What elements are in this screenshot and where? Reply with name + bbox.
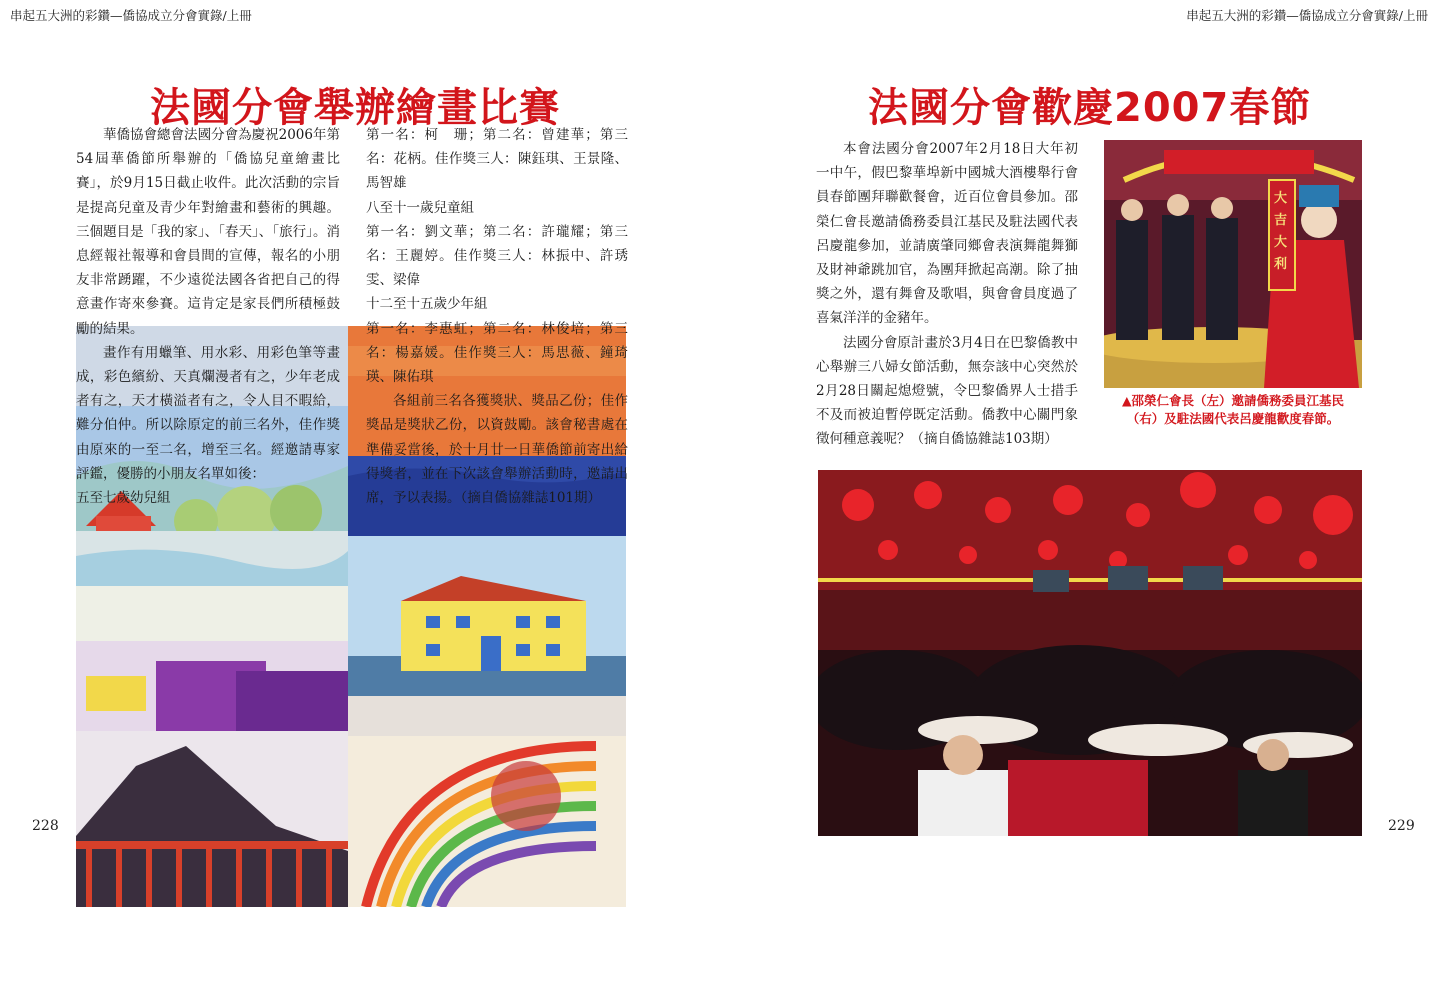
left-page-column-1	[76, 123, 340, 510]
left-page-title: 法國分會舉辦繪畫比賽	[150, 85, 560, 131]
judging-paragraph: 畫作有用蠟筆、用水彩、用彩色筆等畫成，彩色繽紛、天真爛漫者有之，少年老成者有之，天才橫溢者有之，令人目不暇給，難分伯仲。所以除原定的前三名外，佳作獎由原來的一至二名，增至三名。經邀請專家評鑑，優勝的小朋友名單如後：	[76, 344, 340, 482]
right-page-title: 法國分會歡慶2007春節	[868, 85, 1312, 131]
right-page-number: 229	[1388, 818, 1415, 834]
group-heading-ages-5-7: 五至七歲幼兒組	[76, 490, 171, 507]
winners-ages-8-11: 第一名：劉文華；第二名：許瓏耀；第三名：王麗婷。佳作獎三人：林振中、許琇雯、梁偉	[366, 223, 628, 289]
winners-ages-5-7: 第一名：柯 珊；第二名：曾建華；第三名：花柄。佳作獎三人：陳鈺琪、王景隆、馬智雄	[366, 127, 628, 192]
group-heading-ages-8-11: 八至十一歲兒童組	[366, 199, 474, 216]
banquet-hall-photo	[818, 470, 1362, 836]
officials-photo	[1104, 140, 1362, 388]
spring-festival-paragraph: 本會法國分會2007年2月18日大年初一中午，假巴黎華埠新中國城大酒樓舉行會員春節團拜聯歡餐會，近百位會員參加。邵榮仁會長邀請僑務委員江基民及駐法國代表呂慶龍參加，並請廣肇同鄉會表演舞龍舞獅及財神爺跳加官，為團拜掀起高潮。除了抽獎之外，還有舞會及歌唱，與會會員度過了喜氣洋洋的金豬年。	[816, 141, 1078, 327]
photo-caption: ▲邵榮仁會長（左）邀請僑務委員江基民（右）及駐法國代表呂慶龍歡度春節。	[1121, 393, 1345, 426]
right-page-text-column	[816, 137, 1078, 452]
intro-paragraph: 華僑協會總會法國分會為慶祝2006年第54屆華僑節所舉辦的「僑協兒童繪畫比賽」，於9月15日截止收件。此次活動的宗旨是提高兒童及青少年對繪畫和藝術的興趣。三個題目是「我的家」、「春天」、「旅行」。消息經報社報導和會員間的宣傳，報名的小朋友非常踴躍，不少遠從法國各省把自己的得意畫作寄來參賽。這肯定是家長們所積極鼓勵的結果。	[76, 127, 340, 337]
winners-ages-12-15: 第一名：李惠虹；第二名：林俊培；第三名：楊嘉媛。佳作獎三人：馬思薇、鐘琦瑛、陳佑琪	[366, 320, 628, 386]
banner-text: 大吉大利	[1274, 191, 1288, 272]
left-page-column-2	[366, 123, 628, 510]
left-page-number: 228	[32, 818, 59, 834]
running-head-left: 串起五大洲的彩鑽—僑協成立分會實錄/上冊	[10, 8, 252, 23]
awards-paragraph: 各組前三名各獲獎狀、獎品乙份；佳作獎品是獎狀乙份，以資鼓勵。該會秘書處在準備妥當後，於十月廿一日華僑節前寄出給得獎者，並在下次該會舉辦活動時，邀請出席，予以表揚。（摘自僑協雜誌101期）	[366, 393, 628, 507]
running-head-right: 串起五大洲的彩鑽—僑協成立分會實錄/上冊	[1186, 8, 1428, 23]
womens-day-paragraph: 法國分會原計畫於3月4日在巴黎僑教中心舉辦三八婦女節活動，無奈該中心突然於2月28日關起熄燈號，令巴黎僑界人士措手不及而被迫暫停既定活動。僑教中心關門象徵何種意義呢？（摘自僑協雜誌103期）	[816, 334, 1078, 448]
group-heading-ages-12-15: 十二至十五歲少年組	[366, 296, 488, 313]
